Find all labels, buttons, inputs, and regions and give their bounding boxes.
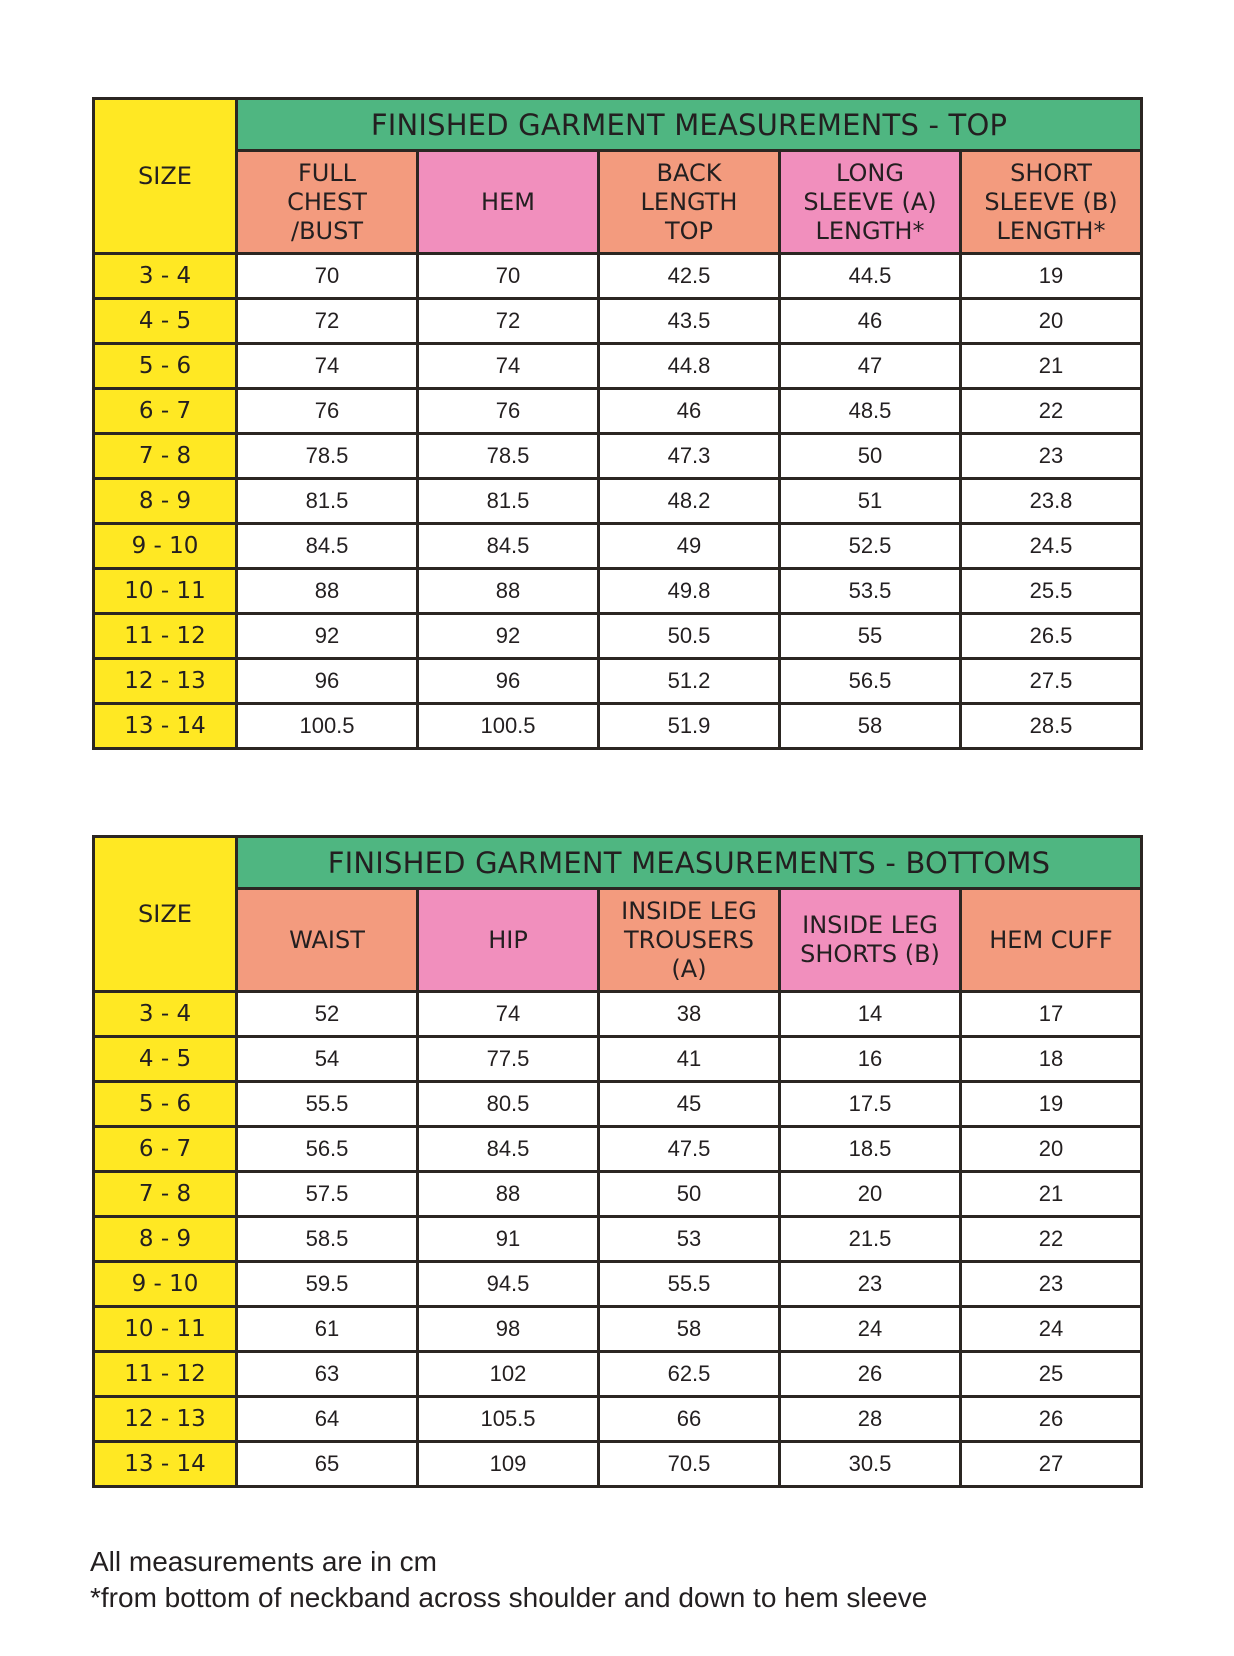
measurement-cell: 91: [418, 1217, 599, 1262]
measurement-cell: 49.8: [599, 569, 780, 614]
column-header: [237, 151, 418, 254]
size-cell: 3 - 4: [94, 254, 237, 299]
measurement-cell: 70: [237, 254, 418, 299]
measurement-cell: 54: [237, 1037, 418, 1082]
size-cell: 11 - 12: [94, 1352, 237, 1397]
table-row: [94, 299, 1142, 344]
measurement-cell: 44.8: [599, 344, 780, 389]
measurement-cell: 81.5: [237, 479, 418, 524]
size-cell: 10 - 11: [94, 569, 237, 614]
size-cell: 10 - 11: [94, 1307, 237, 1352]
bottoms-measurements-table: [92, 835, 1143, 1488]
measurement-cell: 27: [961, 1442, 1142, 1487]
size-column-header: SIZE: [94, 837, 237, 992]
measurement-cell: 50: [599, 1172, 780, 1217]
measurement-cell: 88: [237, 569, 418, 614]
measurement-cell: 77.5: [418, 1037, 599, 1082]
measurement-cell: 64: [237, 1397, 418, 1442]
measurement-cell: 84.5: [237, 524, 418, 569]
column-header: [418, 151, 599, 254]
measurement-cell: 46: [599, 389, 780, 434]
table-row: [94, 344, 1142, 389]
measurement-cell: 22: [961, 1217, 1142, 1262]
column-header-label: INSIDE LEG SHORTS (B): [800, 911, 940, 968]
measurement-cell: 16: [780, 1037, 961, 1082]
column-header-label: HIP: [488, 925, 528, 954]
measurement-cell: 62.5: [599, 1352, 780, 1397]
units-note: All measurements are in cm: [90, 1546, 438, 1577]
measurement-cell: 20: [780, 1172, 961, 1217]
column-header: [237, 889, 418, 992]
column-header-label: INSIDE LEG TROUSERS (A): [621, 896, 757, 983]
table-row: [94, 1127, 1142, 1172]
size-cell: 7 - 8: [94, 1172, 237, 1217]
measurement-cell: 74: [237, 344, 418, 389]
table-row: [94, 1037, 1142, 1082]
measurement-cell: 94.5: [418, 1262, 599, 1307]
size-cell: 3 - 4: [94, 992, 237, 1037]
column-header-label: HEM CUFF: [989, 925, 1113, 954]
measurement-cell: 80.5: [418, 1082, 599, 1127]
column-header: [780, 151, 961, 254]
measurement-cell: 41: [599, 1037, 780, 1082]
table-row: [94, 389, 1142, 434]
table-row: [94, 1307, 1142, 1352]
measurement-cell: 51: [780, 479, 961, 524]
size-cell: 4 - 5: [94, 299, 237, 344]
measurement-cell: 43.5: [599, 299, 780, 344]
measurement-cell: 102: [418, 1352, 599, 1397]
measurement-cell: 48.2: [599, 479, 780, 524]
table-row: [94, 1172, 1142, 1217]
measurement-cell: 55: [780, 614, 961, 659]
measurement-cell: 44.5: [780, 254, 961, 299]
table-row: [94, 569, 1142, 614]
table-row: [94, 1397, 1142, 1442]
measurement-cell: 72: [237, 299, 418, 344]
size-cell: 5 - 6: [94, 1082, 237, 1127]
size-cell: 11 - 12: [94, 614, 237, 659]
measurement-cell: 20: [961, 299, 1142, 344]
table-row: [94, 1262, 1142, 1307]
size-cell: 4 - 5: [94, 1037, 237, 1082]
measurement-cell: 50: [780, 434, 961, 479]
measurement-cell: 38: [599, 992, 780, 1037]
table-row: [94, 524, 1142, 569]
size-cell: 6 - 7: [94, 1127, 237, 1172]
measurement-cell: 74: [418, 992, 599, 1037]
measurement-cell: 100.5: [418, 704, 599, 749]
measurement-cell: 53: [599, 1217, 780, 1262]
measurement-cell: 47: [780, 344, 961, 389]
column-header: [780, 889, 961, 992]
column-header: [961, 889, 1142, 992]
measurement-cell: 58: [599, 1307, 780, 1352]
size-cell: 8 - 9: [94, 1217, 237, 1262]
column-header-label: WAIST: [289, 925, 365, 954]
measurement-cell: 76: [418, 389, 599, 434]
size-cell: 12 - 13: [94, 1397, 237, 1442]
size-cell: 9 - 10: [94, 524, 237, 569]
column-header: [599, 889, 780, 992]
measurement-cell: 47.3: [599, 434, 780, 479]
measurement-cell: 96: [418, 659, 599, 704]
table-title: FINISHED GARMENT MEASUREMENTS - BOTTOMS: [237, 837, 1142, 889]
measurement-cell: 51.9: [599, 704, 780, 749]
column-header: [418, 889, 599, 992]
measurement-cell: 56.5: [237, 1127, 418, 1172]
measurement-cell: 88: [418, 1172, 599, 1217]
column-header: [961, 151, 1142, 254]
measurement-cell: 55.5: [599, 1262, 780, 1307]
column-header-label: HEM: [481, 187, 535, 216]
measurement-cell: 25.5: [961, 569, 1142, 614]
measurement-cell: 28: [780, 1397, 961, 1442]
measurement-cell: 24.5: [961, 524, 1142, 569]
measurement-cell: 74: [418, 344, 599, 389]
size-column-header: SIZE: [94, 99, 237, 254]
table-title: FINISHED GARMENT MEASUREMENTS - TOP: [237, 99, 1142, 151]
measurement-cell: 50.5: [599, 614, 780, 659]
measurement-cell: 19: [961, 1082, 1142, 1127]
measurement-cell: 24: [961, 1307, 1142, 1352]
measurement-cell: 70.5: [599, 1442, 780, 1487]
measurement-cell: 78.5: [418, 434, 599, 479]
measurement-cell: 52.5: [780, 524, 961, 569]
measurement-cell: 88: [418, 569, 599, 614]
measurement-cell: 61: [237, 1307, 418, 1352]
table-row: [94, 992, 1142, 1037]
measurement-cell: 28.5: [961, 704, 1142, 749]
measurement-cell: 26.5: [961, 614, 1142, 659]
measurement-cell: 81.5: [418, 479, 599, 524]
measurement-cell: 25: [961, 1352, 1142, 1397]
size-cell: 13 - 14: [94, 704, 237, 749]
table-row: [94, 1442, 1142, 1487]
measurement-cell: 92: [237, 614, 418, 659]
measurement-cell: 100.5: [237, 704, 418, 749]
table-row: [94, 434, 1142, 479]
measurement-cell: 84.5: [418, 1127, 599, 1172]
size-cell: 7 - 8: [94, 434, 237, 479]
measurement-cell: 19: [961, 254, 1142, 299]
measurement-cell: 23: [961, 1262, 1142, 1307]
measurement-cell: 27.5: [961, 659, 1142, 704]
measurement-cell: 26: [780, 1352, 961, 1397]
measurement-cell: 24: [780, 1307, 961, 1352]
column-header-label: SHORT SLEEVE (B) LENGTH*: [984, 158, 1118, 245]
table-row: [94, 704, 1142, 749]
measurement-cell: 23: [961, 434, 1142, 479]
measurement-cell: 21: [961, 1172, 1142, 1217]
table-row: [94, 659, 1142, 704]
column-header-label: LONG SLEEVE (A) LENGTH*: [803, 158, 937, 245]
measurement-cell: 53.5: [780, 569, 961, 614]
measurement-cell: 30.5: [780, 1442, 961, 1487]
measurement-cell: 46: [780, 299, 961, 344]
measurement-cell: 78.5: [237, 434, 418, 479]
column-header-label: FULL CHEST /BUST: [287, 158, 367, 245]
measurement-cell: 96: [237, 659, 418, 704]
table-row: [94, 614, 1142, 659]
size-cell: 8 - 9: [94, 479, 237, 524]
measurement-cell: 58.5: [237, 1217, 418, 1262]
table-row: [94, 1352, 1142, 1397]
measurement-cell: 72: [418, 299, 599, 344]
measurement-cell: 109: [418, 1442, 599, 1487]
measurement-cell: 26: [961, 1397, 1142, 1442]
measurement-cell: 84.5: [418, 524, 599, 569]
measurement-cell: 59.5: [237, 1262, 418, 1307]
column-header-label: BACK LENGTH TOP: [640, 158, 738, 245]
measurement-cell: 18: [961, 1037, 1142, 1082]
measurement-cell: 92: [418, 614, 599, 659]
measurement-cell: 42.5: [599, 254, 780, 299]
size-cell: 9 - 10: [94, 1262, 237, 1307]
measurement-cell: 14: [780, 992, 961, 1037]
measurement-cell: 18.5: [780, 1127, 961, 1172]
column-header: [599, 151, 780, 254]
measurement-cell: 23.8: [961, 479, 1142, 524]
measurement-cell: 55.5: [237, 1082, 418, 1127]
measurement-cell: 48.5: [780, 389, 961, 434]
size-cell: 6 - 7: [94, 389, 237, 434]
measurement-cell: 76: [237, 389, 418, 434]
measurement-cell: 21: [961, 344, 1142, 389]
table-row: [94, 479, 1142, 524]
measurement-cell: 65: [237, 1442, 418, 1487]
measurement-cell: 70: [418, 254, 599, 299]
measurement-cell: 56.5: [780, 659, 961, 704]
measurement-cell: 57.5: [237, 1172, 418, 1217]
measurement-cell: 51.2: [599, 659, 780, 704]
measurement-cell: 17: [961, 992, 1142, 1037]
measurement-cell: 20: [961, 1127, 1142, 1172]
measurement-cell: 22: [961, 389, 1142, 434]
size-cell: 12 - 13: [94, 659, 237, 704]
measurement-cell: 52: [237, 992, 418, 1037]
measurement-cell: 23: [780, 1262, 961, 1307]
table-row: [94, 1082, 1142, 1127]
measurement-cell: 63: [237, 1352, 418, 1397]
measurement-cell: 105.5: [418, 1397, 599, 1442]
measurement-cell: 47.5: [599, 1127, 780, 1172]
size-cell: 5 - 6: [94, 344, 237, 389]
measurement-cell: 66: [599, 1397, 780, 1442]
measurement-cell: 17.5: [780, 1082, 961, 1127]
measurement-cell: 58: [780, 704, 961, 749]
measurement-cell: 45: [599, 1082, 780, 1127]
measurement-cell: 49: [599, 524, 780, 569]
table-row: [94, 1217, 1142, 1262]
size-cell: 13 - 14: [94, 1442, 237, 1487]
table-row: [94, 254, 1142, 299]
sleeve-length-note: *from bottom of neckband across shoulder and down to hem sleeve: [90, 1582, 928, 1613]
top-measurements-table: [92, 97, 1143, 750]
measurement-cell: 98: [418, 1307, 599, 1352]
measurement-cell: 21.5: [780, 1217, 961, 1262]
